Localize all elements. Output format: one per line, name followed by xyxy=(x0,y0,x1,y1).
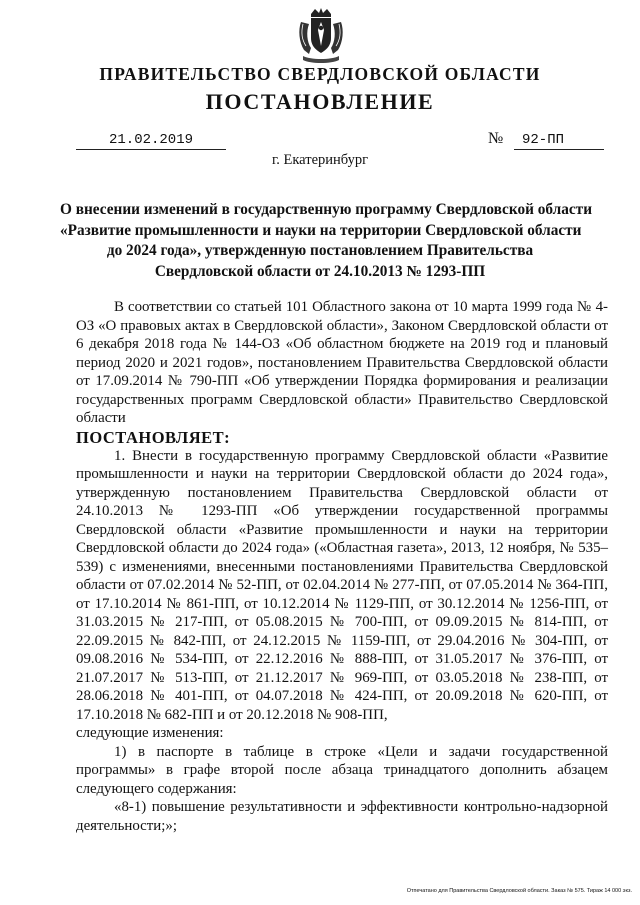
subitem-1-paragraph: 1) в паспорте в таблице в строке «Цели и задачи государственной программы» в графе второй после абзаца тринадцатого дополнить абзацем следующего содержания: xyxy=(76,743,608,797)
print-imprint: Отпечатано для Правительства Свердловской области. Заказ № 575. Тираж 14 000 экз. xyxy=(406,888,632,894)
preamble-paragraph: В соответствии со статьей 101 Областного закона от 10 марта 1999 года № 4-ОЗ «О правовых актах в Свердловской области», Законом Свердловской области от 6 декабря 2018 года № 144-ОЗ «Об областном бюджете на 2019 год и плановый период 2020 и 2021 годов», постановлением Правительства Свердловской области от 17.09.2014 № 790-ПП «Об утверждении Порядка формирования и реализации государственных программ Свердловской области» Правительство Свердловской области xyxy=(76,299,608,426)
number-label: № xyxy=(488,130,504,147)
government-name: ПРАВИТЕЛЬСТВО СВЕРДЛОВСКОЙ ОБЛАСТИ xyxy=(99,64,541,84)
document-title xyxy=(60,200,593,282)
document-date: 21.02.2019 xyxy=(76,132,226,150)
item-1-tail: следующие изменения: xyxy=(76,725,224,741)
title-line: О внесении изменений в государственную программу Свердловской области xyxy=(60,201,593,218)
document-type: ПОСТАНОВЛЕНИЕ xyxy=(205,89,435,114)
title-line: «Развитие промышленности и науки на территории Свердловской области xyxy=(60,221,582,239)
title-line: до 2024 года», утвержденную постановлением Правительства xyxy=(106,242,534,259)
document-number: 92-ПП xyxy=(514,132,604,150)
item-1-paragraph: 1. Внести в государственную программу Свердловской области «Развитие промышленности и науки на территории Свердловской области до 2024 года», утвержденную постановлением Правительства Свердловской области от 24.10.2013 № 1293-ПП «Об утверждении государственной программы Свердловской области «Развитие промышленности и науки на территории Свердловской области до 2024 года» («Областная газета», 2013, 12 ноября, № 535–539) с изменениями, внесенными постановлениями Правительства Свердловской области от 07.02.2014 № 52-ПП, от 02.04.2014 № 277-ПП, от 07.05.2014 № 364-ПП, от 17.10.2014 № 861-ПП, от 10.12.2014 № 1129-ПП, от 30.12.2014 № 1256-ПП, от 31.03.2015 № 217-ПП, от 05.08.2015 № 700-ПП, от 09.09.2015 № 814-ПП, от 22.09.2015 № 842-ПП, от 24.12.2015 № 1159-ПП, от 29.04.2016 № 304-ПП, от 09.08.2016 № 534-ПП, от 22.12.2016 № 888-ПП, от 31.05.2017 № 376-ПП, от 21.07.2017 № 513-ПП, от 21.12.2017 № 969-ПП, от 03.05.2018 № 238-ПП, от 28.06.2018 № 401-ПП, от 04.07.2018 № 424-ПП, от 20.09.2018 № 620-ПП, от 17.10.2018 № 682-ПП и от 20.12.2018 № 908-ПП, xyxy=(76,447,608,723)
resolves-heading: ПОСТАНОВЛЯЕТ: xyxy=(76,427,231,447)
quoted-paragraph: «8-1) повышение результативности и эффективности контрольно-надзорной деятельности;»; xyxy=(76,799,608,834)
coat-of-arms-icon xyxy=(297,8,345,64)
document-body xyxy=(76,298,608,835)
city: г. Екатеринбург xyxy=(271,152,369,168)
title-line: Свердловской области от 24.10.2013 № 1293-ПП xyxy=(154,262,486,280)
